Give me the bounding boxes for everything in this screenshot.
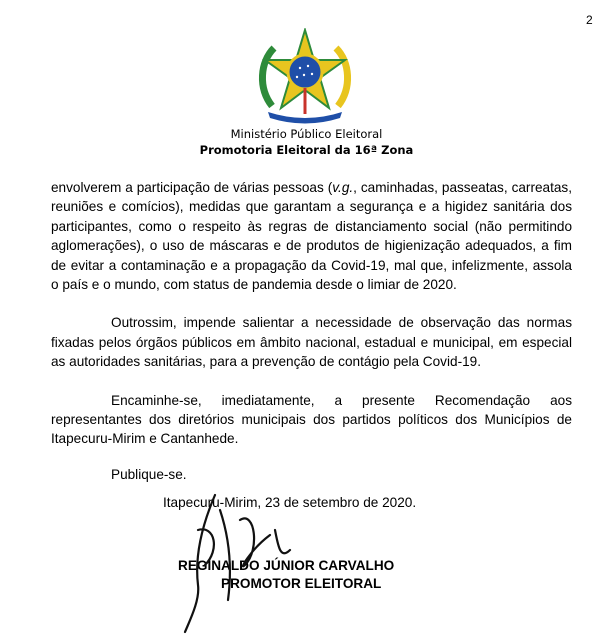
document-body xyxy=(51,178,572,468)
handwritten-signature xyxy=(160,490,340,635)
publique-line: Publique-se. xyxy=(111,467,187,482)
header-institution: Ministério Público Eleitoral xyxy=(230,127,383,141)
page-number: 2 xyxy=(586,13,593,27)
place-date: Itapecuru-Mirim, 23 de setembro de 2020. xyxy=(163,495,417,510)
brazil-coat-of-arms-icon xyxy=(252,28,358,124)
signatory-name: REGINALDO JÚNIOR CARVALHO xyxy=(178,558,395,573)
paragraph-1: envolverem a participação de várias pessoas (v.g., caminhadas, passeatas, carreatas, reuniões e comícios), medidas que garantam a segurança e a higidez sanitária dos participantes, como o respeito às regras de distanciamento social (não permitindo aglomerações), o uso de máscaras e de produtos de higienização adequados, a fim de evitar a contaminação e a propagação da Covid-19, mal que, infelizmente, assola o país e o mundo, com status de pandemia desde o limiar de 2020. xyxy=(51,180,573,293)
signatory-title: PROMOTOR ELEITORAL xyxy=(221,576,382,591)
document-header xyxy=(0,126,613,158)
header-office: Promotoria Eleitoral da 16ª Zona xyxy=(199,143,414,157)
paragraph-3: Encaminhe-se, imediatamente, a presente Recomendação aos representantes dos diretórios municipais dos partidos políticos dos Municípios de Itapecuru-Mirim e Cantanhede. xyxy=(51,392,572,447)
paragraph-2: Outrossim, impende salientar a necessidade de observação das normas fixadas pelos órgãos públicos em âmbito nacional, estadual e municipal, em especial as autoridades sanitárias, para a prevenção de contágio pela Covid-19. xyxy=(51,315,572,370)
